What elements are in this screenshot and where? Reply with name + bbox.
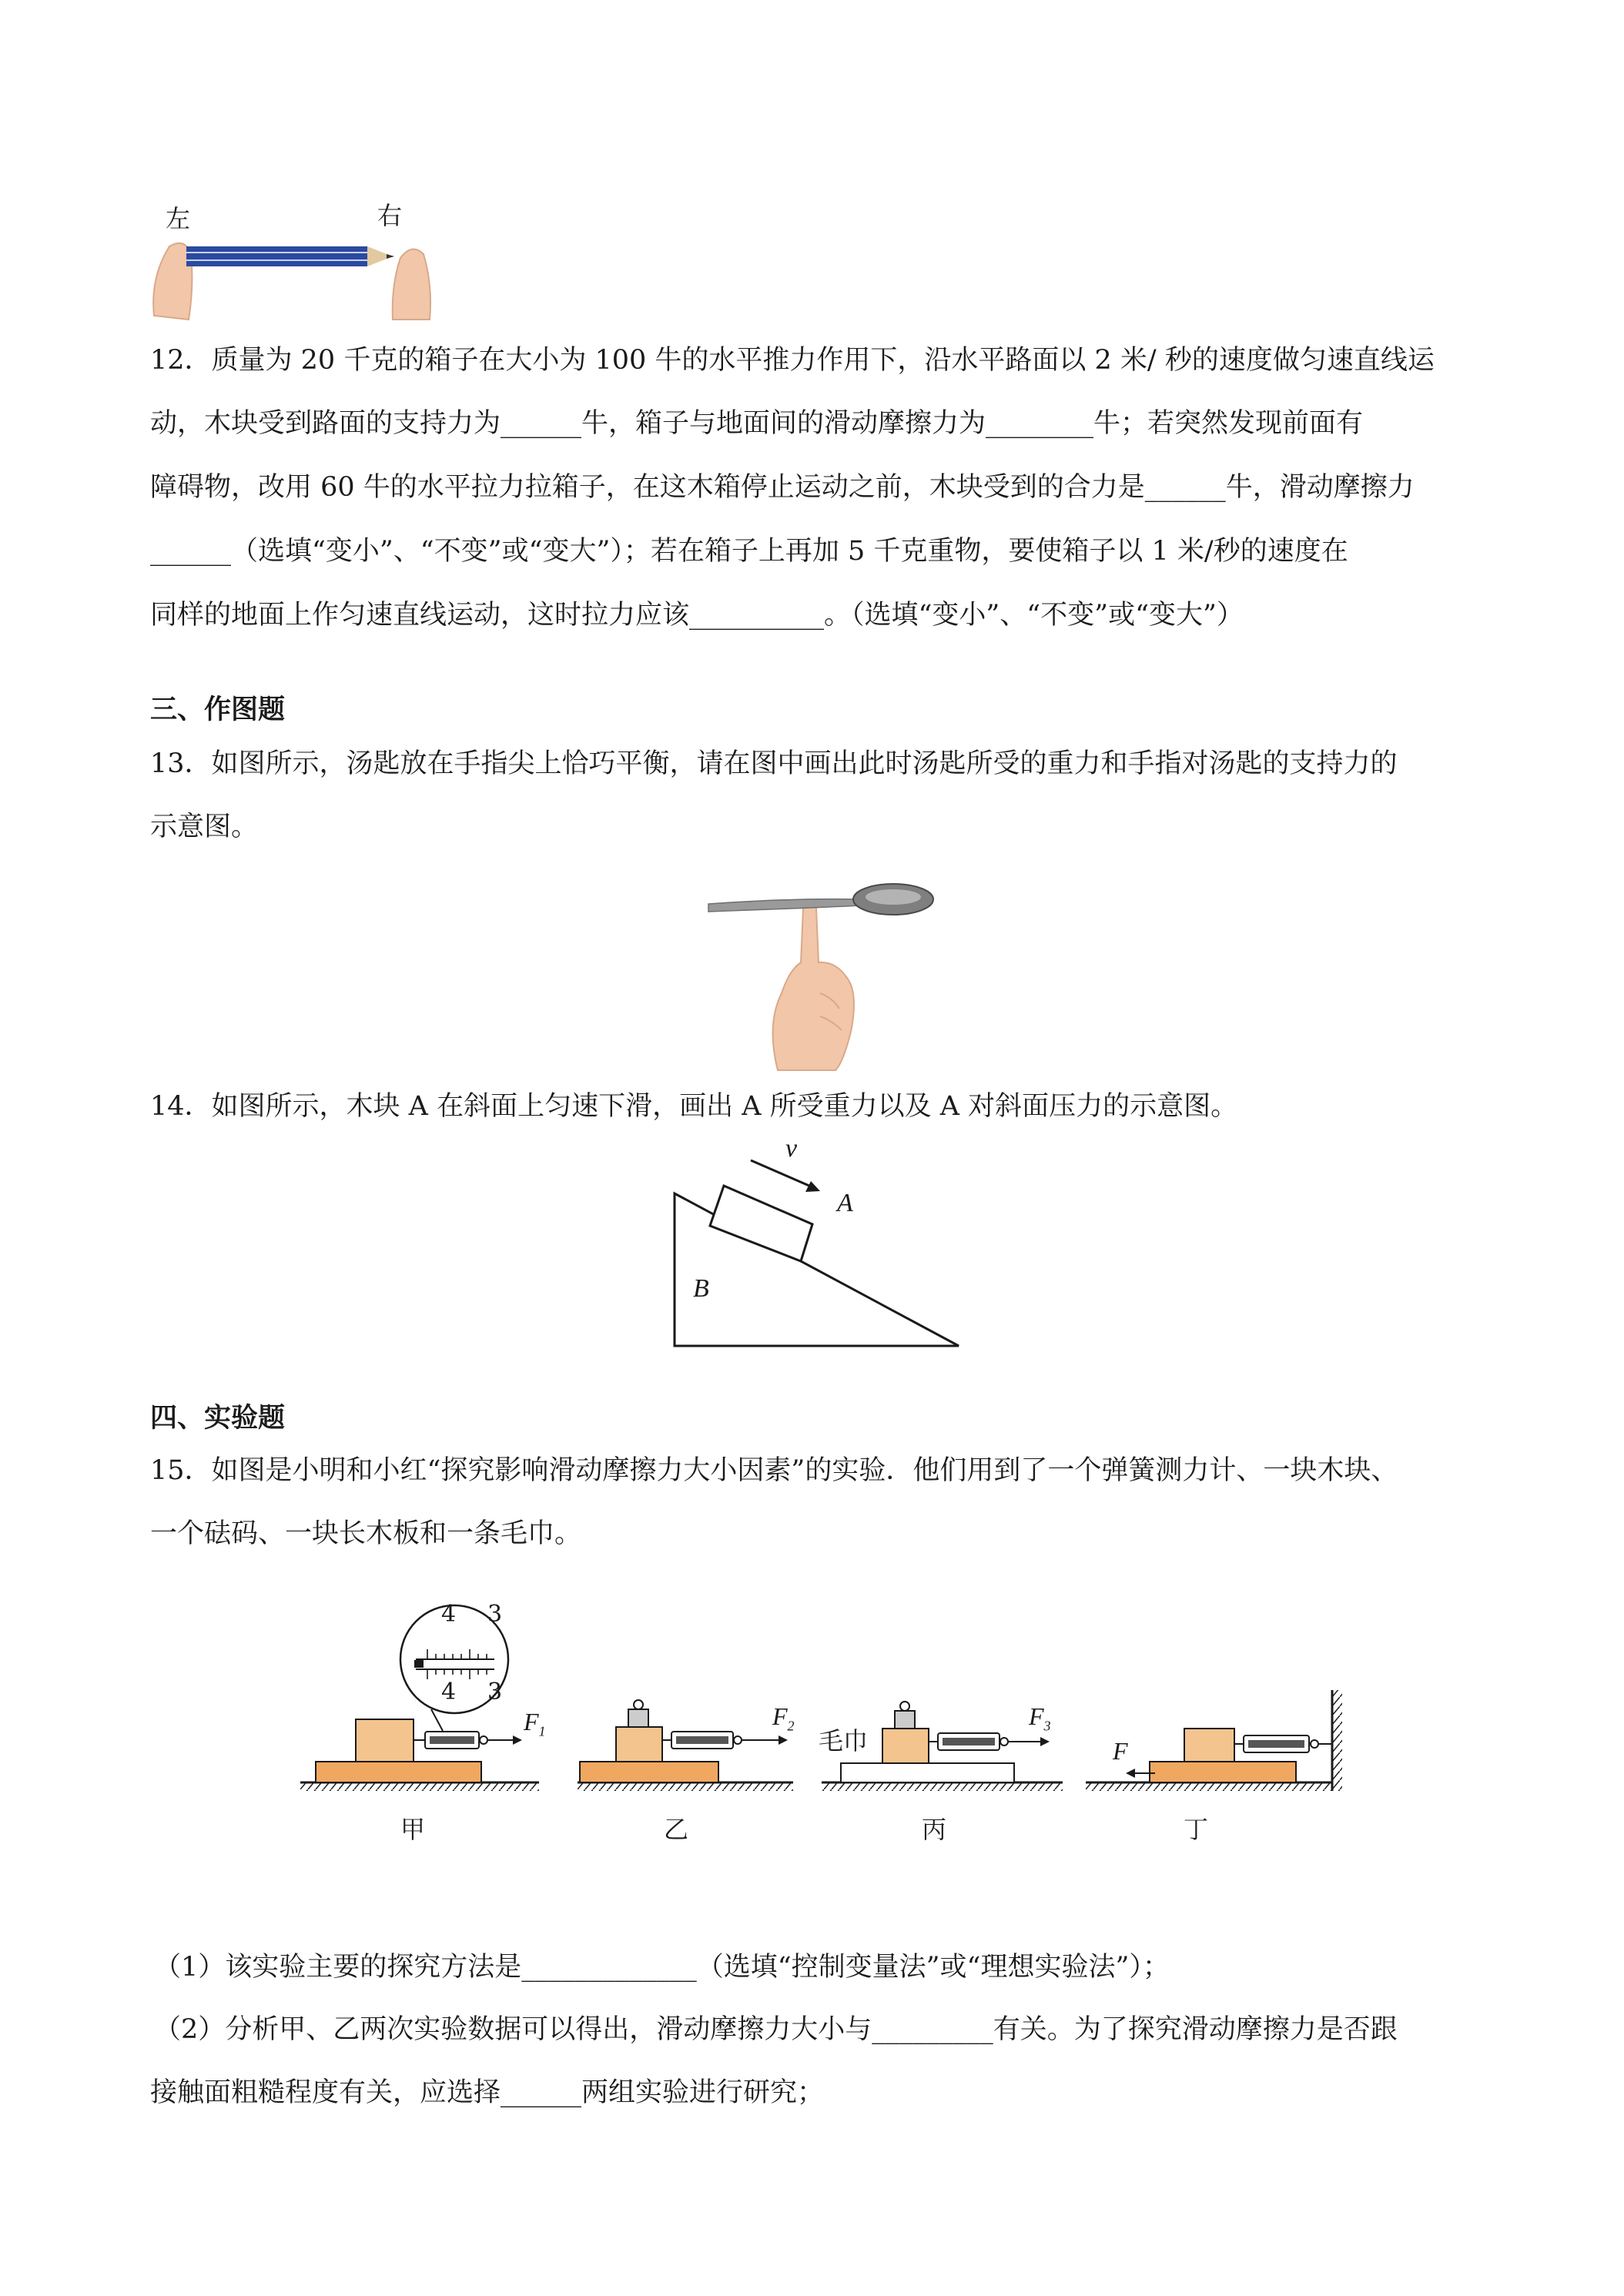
scale-bottom-4: 4 [441,1678,457,1705]
label-b: B [693,1274,709,1303]
q15-sub1: （1）该实验主要的探究方法是_____________（选填“控制变量法”或“理想实验法”）； [154,1952,1170,1983]
q13-line-2: 示意图。 [150,812,259,842]
q15-line-1: 15．如图是小明和小红“探究影响滑动摩擦力大小因素”的实验．他们用到了一个弹簧测力计、一块木块、 [150,1455,1398,1486]
spoon-finger-image [705,878,936,1070]
q15-sub2-line-2: 接触面粗糙程度有关，应选择______两组实验进行研究； [150,2077,825,2108]
pencil-left-label: 左 [166,204,191,233]
force-f1: $F_1$ [524,1708,546,1739]
setup-yi [578,1700,793,1791]
caption-bing: 丙 [922,1815,947,1844]
force-f: F [1113,1737,1128,1765]
label-v: v [785,1134,798,1163]
q13-line-1: 13．如图所示，汤匙放在手指尖上恰巧平衡，请在图中画出此时汤匙所受的重力和手指对汤匙的支持力的 [150,748,1398,779]
force-f2: $F_2$ [772,1702,795,1734]
q12-line-3: 障碍物，改用 60 牛的水平拉力拉箱子，在这木箱停止运动之前，木块受到的合力是______牛，滑动摩擦力 [150,472,1415,503]
caption-yi: 乙 [664,1815,689,1844]
incline-diagram [670,1132,978,1355]
pencil-fingers-image [146,231,439,323]
caption-jia: 甲 [400,1815,426,1844]
q12-line-4: ______（选填“变小”、“不变”或“变大”）；若在箱子上再加 5 千克重物，要使箱子以 1 米/秒的速度在 [150,536,1348,567]
q12-line-5: 同样的地面上作匀速直线运动，这时拉力应该__________。（选填“变小”、“不变”或“变大”） [150,600,1244,631]
scale-top-4: 4 [441,1601,457,1628]
caption-ding: 丁 [1184,1815,1209,1844]
scale-bottom-3: 3 [487,1678,503,1705]
q15-sub2-line-1: （2）分析甲、乙两次实验数据可以得出，滑动摩擦力大小与_________有关。为了探究滑动摩擦力是否跟 [154,2014,1398,2045]
section-4-heading: 四、实验题 [150,1403,286,1434]
q15-line-2: 一个砝码、一块长木板和一条毛巾。 [150,1518,582,1549]
scale-top-3: 3 [487,1601,503,1628]
q12-line-1: 12．质量为 20 千克的箱子在大小为 100 牛的水平推力作用下，沿水平路面以 2 米/ 秒的速度做匀速直线运 [150,345,1435,376]
q12-line-2: 动，木块受到路面的支持力为______牛，箱子与地面间的滑动摩擦力为________牛；若突然发现前面有 [150,408,1364,439]
pencil-right-label: 右 [377,201,403,230]
force-f3: $F_3$ [1029,1702,1051,1734]
q14-line: 14．如图所示，木块 A 在斜面上匀速下滑，画出 A 所受重力以及 A 对斜面压力的示意图。 [150,1091,1238,1122]
label-a: A [837,1189,853,1217]
towel-label: 毛巾 [819,1726,869,1755]
section-3-heading: 三、作图题 [150,694,286,725]
setup-jia [300,1601,539,1791]
